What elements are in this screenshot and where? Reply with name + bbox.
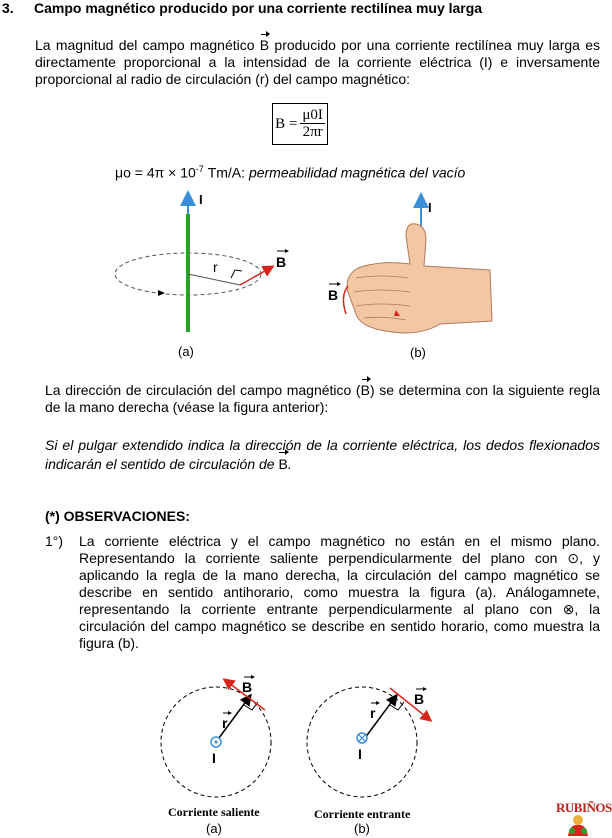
hand-shape xyxy=(347,224,492,333)
rule-text-2: ) se determina con la siguiente regla de la mano derecha (véase la figura anterior): xyxy=(45,382,600,415)
formula-denominator: 2πr xyxy=(302,124,323,140)
permeability-line xyxy=(115,164,465,181)
logo-text: RUBIÑOS xyxy=(556,800,612,815)
obs-text-3: , la circulación del campo magnético se describe en sentido horario, como muestra la figura (b). xyxy=(79,601,600,651)
permeability-description: permeabilidad magnética del vacío xyxy=(248,164,466,181)
label-current-2a: I xyxy=(212,750,216,766)
right-angle-b xyxy=(390,702,404,710)
intro-text-2: producido por una corriente rectilínea muy larga es directamente proporcional a la intensidad de la corriente eléctrica (I) e inversamente proporcional al radio de circulación (r) del campo magnético: xyxy=(35,37,600,87)
rule-italic-vector-b: B xyxy=(278,456,288,472)
observation-number: 1°) xyxy=(45,533,64,549)
observation-text xyxy=(79,533,600,652)
observations-title: (*) OBSERVACIONES: xyxy=(45,508,190,524)
permeability-exponent: -7 xyxy=(195,164,204,174)
rule-italic-text-2: . xyxy=(287,456,292,472)
figure-current-out xyxy=(160,668,280,838)
label-field-2b: B xyxy=(414,691,425,707)
formula-numerator: μ0I xyxy=(302,107,323,123)
label-radius: r xyxy=(213,259,218,275)
figure-current-in xyxy=(300,668,450,838)
formula-box xyxy=(272,103,328,145)
rule-text-1: La dirección de circulación del campo magnético ( xyxy=(45,382,361,398)
caption-2b: (b) xyxy=(354,821,370,836)
label-field-2a: B xyxy=(242,679,253,695)
mu-symbol: μo xyxy=(115,164,131,181)
obs-text-2: , y aplicando la regla de la mano derecha, la circulación del campo magnético se describe en sentido antihorario, como muestra la figura (a). Análogamnete, representando la corriente entrante perpendicularmente al plano con xyxy=(79,550,601,617)
field-vector-arrow xyxy=(240,267,272,285)
figure-right-hand xyxy=(320,196,500,364)
caption-figure-a: (a) xyxy=(178,344,194,359)
caption-2a: (a) xyxy=(206,821,222,836)
section-number: 3. xyxy=(2,0,14,16)
right-hand-rule xyxy=(45,436,600,474)
label-current-2b: I xyxy=(358,746,362,762)
rule-paragraph xyxy=(45,382,600,416)
permeability-unit: Tm/A: xyxy=(203,164,249,181)
intro-text-1: La magnitud del campo magnético xyxy=(35,37,260,53)
permeability-value: = 4π × 10 xyxy=(130,164,196,181)
vector-b-symbol: B xyxy=(259,37,270,53)
caption-figure-b: (b) xyxy=(410,345,426,360)
label-field-b: B xyxy=(328,287,339,303)
formula-fraction xyxy=(300,108,325,140)
label-field-a: B xyxy=(276,254,287,270)
caption-title-2b: Corriente entrante xyxy=(314,807,411,821)
right-angle-mark xyxy=(231,270,242,278)
figure-wire-field xyxy=(100,192,310,364)
intro-paragraph xyxy=(35,37,600,88)
formula-lhs: B = xyxy=(275,115,298,132)
label-current-b: I xyxy=(428,200,432,215)
symbol-current-out: ⊙ xyxy=(567,550,580,566)
symbol-current-in: ⊗ xyxy=(562,601,575,617)
section-title: Campo magnético producido por una corriente rectilínea muy larga xyxy=(34,0,483,16)
publisher-logo xyxy=(556,798,612,838)
section-heading xyxy=(2,0,482,16)
label-radius-2b: r xyxy=(370,705,376,721)
rule-vector-b: B xyxy=(360,382,370,398)
label-current-a: I xyxy=(199,192,203,207)
caption-title-2a: Corriente saliente xyxy=(168,805,260,819)
rule-italic-text-1: Si el pulgar extendido indica la dirección de la corriente eléctrica, los dedos flexionados indicarán el sentido de circulación de xyxy=(45,437,600,472)
logo-figure-icon xyxy=(564,814,592,836)
obs-text-1: La corriente eléctrica y el campo magnético no están en el mismo plano. Representando la corriente saliente perpendicularmente del plano con xyxy=(79,533,600,566)
label-radius-2a: r xyxy=(222,715,228,731)
